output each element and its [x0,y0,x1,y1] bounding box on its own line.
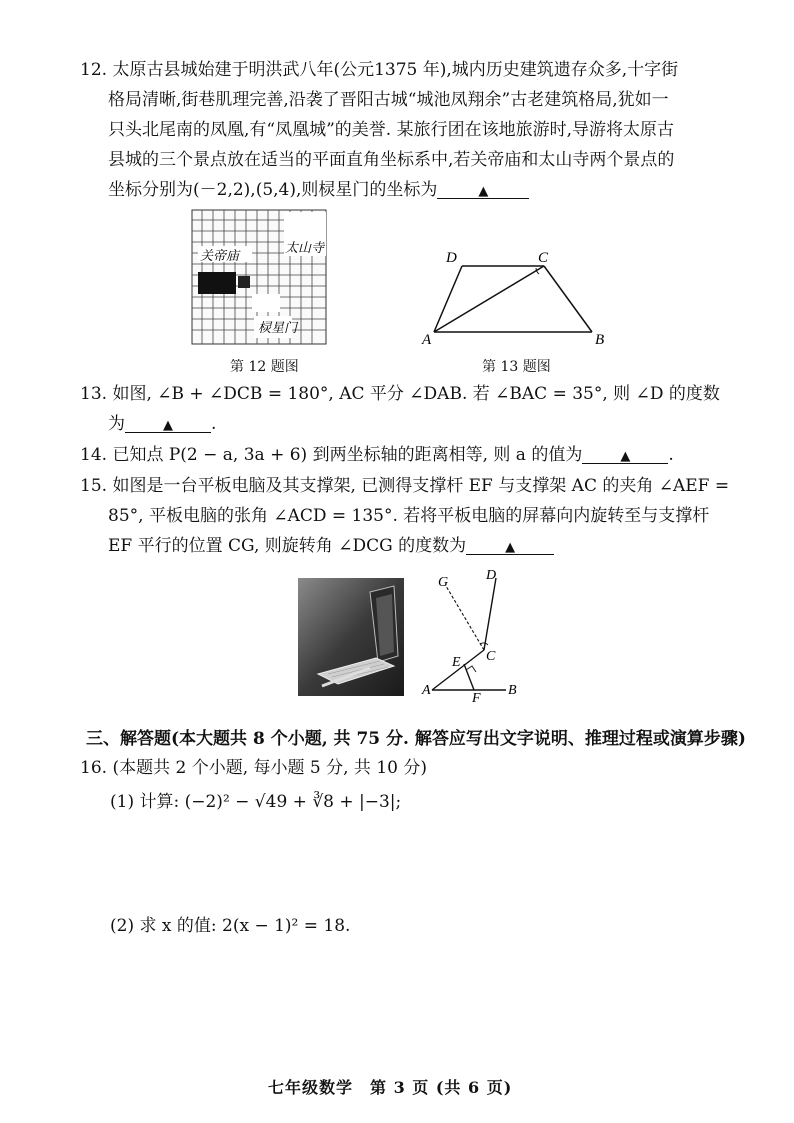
q12-line-5 [108,178,529,202]
q16-part-1: (1) 计算: (−2)² − √49 + ∛8 + |−3|; [110,792,402,812]
q12-answer-blank[interactable] [437,178,529,199]
answer-triangle-icon: ▲ [620,449,631,464]
q15-line-2: 85°, 平板电脑的张角 ∠ACD = 135°. 若将平板电脑的屏幕向内旋转至与支撑杆 [108,506,710,526]
q13-figure-caption: 第 13 题图 [482,359,551,375]
q12-line-1: 12. 太原古县城始建于明洪武八年(公元1375 年),城内历史建筑遗存众多,十字街 [80,60,679,80]
q12-line-2: 格局清晰,街巷肌理完善,沿袭了晋阳古城“城池凤翔余”古老建筑格局,犹如一 [108,90,669,110]
q13-answer-blank[interactable] [125,412,211,433]
q15-point-e: E [452,655,461,670]
section-3-heading: 三、解答题(本大题共 8 个小题, 共 75 分. 解答应写出文字说明、推理过程或演算步骤) [86,729,746,749]
q13-trapezoid-figure [412,246,612,350]
q14-answer-blank[interactable] [582,443,668,464]
map-label-taishansi: 太山寺 [285,241,325,256]
answer-triangle-icon: ▲ [505,540,516,555]
q15-point-a: A [422,683,431,698]
map-label-guandimiao: 关帝庙 [200,249,240,264]
q14-line [80,443,674,467]
q15-point-d: D [486,568,497,583]
q13-point-b: B [595,332,605,348]
q14-suffix: . [668,445,674,465]
q12-grid-map [190,208,330,348]
q15-tablet-photo [298,578,404,696]
q13-line-2-prefix: 为 [108,414,125,434]
map-label-lingxingmen: 棂星门 [258,321,298,336]
q16-heading: 16. (本题共 2 个小题, 每小题 5 分, 共 10 分) [80,758,428,778]
q15-answer-blank[interactable] [466,534,554,555]
q12-line-3: 只头北尾南的凤凰,有“凤凰城”的美誉. 某旅行团在该地旅游时,导游将太原古 [108,120,674,140]
q13-point-a: A [422,332,432,348]
page-footer: 七年级数学 第 3 页 (共 6 页) [268,1078,513,1097]
q15-geometry-diagram [420,566,532,702]
q15-point-g: G [438,575,449,590]
q12-line-5-text: 坐标分别为(－2,2),(5,4),则棂星门的坐标为 [108,180,438,200]
answer-triangle-icon: ▲ [163,418,173,433]
q12-line-4: 县城的三个景点放在适当的平面直角坐标系中,若关帝庙和太山寺两个景点的 [108,150,675,170]
q15-point-c: C [486,649,496,664]
answer-triangle-icon: ▲ [478,184,489,199]
q15-line-1: 15. 如图是一台平板电脑及其支撑架, 已测得支撑杆 EF 与支撑架 AC 的夹角 ∠AEF = [80,476,730,496]
q13-point-d: D [446,250,457,266]
q15-line-3-text: EF 平行的位置 CG, 则旋转角 ∠DCG 的度数为 [108,536,467,556]
q15-point-b: B [508,683,517,698]
q16-part-2: (2) 求 x 的值: 2(x − 1)² = 18. [110,916,351,936]
q13-point-c: C [538,250,549,266]
q13-line-2 [108,412,216,436]
q12-figure-caption: 第 12 题图 [230,359,299,375]
q13-line-1: 13. 如图, ∠B + ∠DCB = 180°, AC 平分 ∠DAB. 若 ∠BAC = 35°, 则 ∠D 的度数 [80,384,720,404]
q14-text: 14. 已知点 P(2 − a, 3a + 6) 到两坐标轴的距离相等, 则 a 的值为 [80,445,583,465]
q15-point-f: F [472,691,481,702]
q13-line-2-suffix: . [211,414,217,434]
q15-line-3 [108,534,554,558]
